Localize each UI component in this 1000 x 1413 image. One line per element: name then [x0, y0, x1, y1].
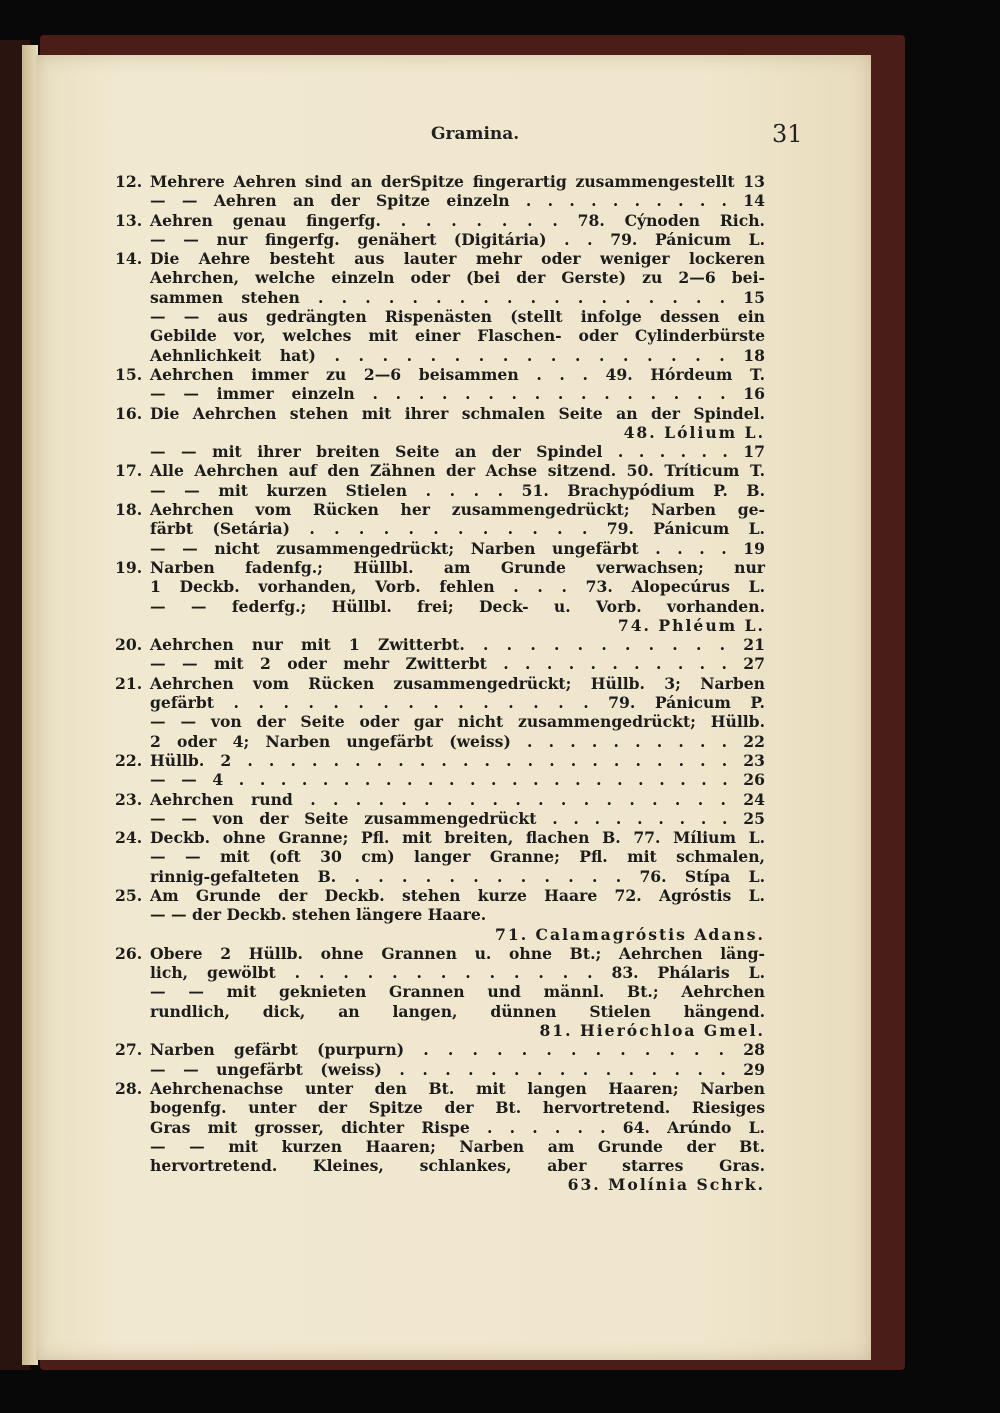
line-text: lich, gewölbt . . . . . . . . . . . . . 83. Phálaris L.: [150, 963, 765, 983]
page-number: 31: [772, 120, 803, 148]
couplet-number: 15.: [115, 364, 143, 384]
text-line: [115, 674, 765, 693]
line-text: Aehrchen vom Rücken her zusammengedrückt; Narben ge-: [150, 500, 765, 520]
line-text: Am Grunde der Deckb. stehen kurze Haare 72. Agróstis L.: [150, 885, 765, 905]
line-text: hervortretend. Kleines, schlankes, aber starres Gras.: [150, 1156, 765, 1176]
line-text: — — mit geknieten Grannen und männl. Bt.; Aehrchen: [150, 982, 765, 1002]
text-line: [115, 519, 765, 538]
line-text: Aehrchen rund . . . . . . . . . . . . . . . . . . . 24: [150, 789, 765, 809]
line-text: — — mit (oft 30 cm) langer Granne; Pfl. mit schmalen,: [150, 847, 765, 867]
line-text: — — mit ihrer breiten Seite an der Spindel . . . . . . 17: [150, 442, 765, 462]
text-line: [115, 346, 765, 365]
line-text: rinnig-gefalteten B. . . . . . . . . . . . . 76. Stípa L.: [150, 866, 765, 886]
text-line: [115, 963, 765, 982]
line-text: — — aus gedrängten Rispenästen (stellt infolge dessen ein: [150, 307, 765, 327]
line-text: 1 Deckb. vorhanden, Vorb. fehlen . . . 73. Alopecúrus L.: [150, 577, 765, 597]
text-line: [115, 191, 765, 210]
line-text: — — nur fingerfg. genähert (Digitária) . . 79. Pánicum L.: [150, 229, 765, 249]
couplet-number: 25.: [115, 885, 143, 905]
text-line: [115, 886, 765, 905]
genus-reference: 63. Molínia Schrk.: [567, 1175, 765, 1195]
text-line: [115, 577, 765, 596]
genus-reference: 74. Phléum L.: [617, 615, 765, 635]
couplet-number: 14.: [115, 249, 143, 269]
text-line: [115, 654, 765, 673]
couplet-number: 22.: [115, 750, 143, 770]
line-text: — — der Deckb. stehen längere Haare.: [150, 905, 487, 925]
line-text: Gras mit grosser, dichter Rispe . . . . . . 64. Arúndo L.: [150, 1117, 765, 1137]
line-text: färbt (Setária) . . . . . . . . . . . . 79. Pánicum L.: [150, 519, 765, 539]
couplet-number: 18.: [115, 500, 143, 520]
line-text: Aehrchenachse unter den Bt. mit langen Haaren; Narben: [150, 1078, 765, 1098]
text-line: [115, 790, 765, 809]
text-line: [115, 1060, 765, 1079]
text-line: [115, 1118, 765, 1137]
line-text: — — immer einzeln . . . . . . . . . . . . . . . . 16: [150, 384, 765, 404]
couplet-number: 17.: [115, 461, 143, 481]
text-line: [115, 712, 765, 731]
text-line: [115, 905, 765, 924]
text-line: [115, 268, 765, 287]
key-text: [115, 172, 765, 1195]
text-line: [115, 384, 765, 403]
couplet-number: 26.: [115, 943, 143, 963]
text-line: [115, 1175, 765, 1194]
text-line: [115, 500, 765, 519]
text-line: [115, 249, 765, 268]
genus-reference: 48. Lólium L.: [623, 422, 765, 442]
couplet-number: 28.: [115, 1078, 143, 1098]
line-text: Narben gefärbt (purpurn) . . . . . . . . . . . . . 28: [150, 1040, 765, 1060]
text-line: [115, 693, 765, 712]
text-line: [115, 635, 765, 654]
text-line: [115, 867, 765, 886]
couplet-number: 16.: [115, 403, 143, 423]
text-line: [115, 172, 765, 191]
line-text: Obere 2 Hüllb. ohne Grannen u. ohne Bt.; Aehrchen läng-: [150, 943, 765, 963]
line-text: — — mit kurzen Stielen . . . . 51. Brachypódium P. B.: [150, 480, 765, 500]
genus-reference: 71. Calamagróstis Adans.: [495, 924, 765, 944]
text-line: [115, 326, 765, 345]
text-line: [115, 404, 765, 423]
text-line: [115, 944, 765, 963]
text-line: [115, 597, 765, 616]
text-line: [115, 732, 765, 751]
line-text: Aehren genau fingerfg. . . . . . . . 78. Cýnoden Rich.: [150, 210, 765, 230]
text-line: [115, 1156, 765, 1175]
text-line: [115, 982, 765, 1001]
couplet-number: 21.: [115, 673, 143, 693]
text-line: [115, 442, 765, 461]
line-text: — — ungefärbt (weiss) . . . . . . . . . . . . . . . 29: [150, 1059, 765, 1079]
text-line: [115, 230, 765, 249]
line-text: — — von der Seite zusammengedrückt . . . . . . . . . 25: [150, 808, 765, 828]
line-text: — — federfg.; Hüllbl. frei; Deck- u. Vorb. vorhanden.: [150, 596, 765, 616]
line-text: gefärbt . . . . . . . . . . . . . . . 79. Pánicum P.: [150, 693, 765, 713]
couplet-number: 19.: [115, 557, 143, 577]
text-line: [115, 481, 765, 500]
line-text: Aehrchen, welche einzeln oder (bei der Gerste) zu 2—6 bei-: [150, 268, 765, 288]
line-text: Mehrere Aehren sind an derSpitze fingerartig zusammengestellt 13: [150, 172, 765, 191]
text-line: [115, 288, 765, 307]
text-line: [115, 539, 765, 558]
line-text: — — nicht zusammengedrückt; Narben ungefärbt . . . . 19: [150, 538, 765, 558]
couplet-number: 23.: [115, 789, 143, 809]
line-text: — — mit kurzen Haaren; Narben am Grunde der Bt.: [150, 1136, 765, 1156]
line-text: — — Aehren an der Spitze einzeln . . . . . . . . . . 14: [150, 191, 765, 211]
page-header: [36, 120, 871, 160]
text-line: [115, 1040, 765, 1059]
text-line: [115, 1021, 765, 1040]
text-line: [115, 461, 765, 480]
couplet-number: 24.: [115, 828, 143, 848]
couplet-number: 27.: [115, 1040, 143, 1060]
text-line: [115, 751, 765, 770]
text-line: [115, 365, 765, 384]
couplet-number: 13.: [115, 210, 143, 230]
text-line: [115, 1079, 765, 1098]
text-line: [115, 616, 765, 635]
line-text: sammen stehen . . . . . . . . . . . . . . . . . . 15: [150, 287, 765, 307]
line-text: — — mit 2 oder mehr Zwitterbt . . . . . . . . . . . 27: [150, 654, 765, 674]
line-text: Die Aehrchen stehen mit ihrer schmalen Seite an der Spindel.: [150, 403, 765, 423]
line-text: Hüllb. 2 . . . . . . . . . . . . . . . . . . . . . . . 23: [150, 750, 765, 770]
line-text: Alle Aehrchen auf den Zähnen der Achse sitzend. 50. Tríticum T.: [150, 461, 765, 481]
text-line: [115, 423, 765, 442]
genus-reference: 81. Hieróchloa Gmel.: [539, 1021, 765, 1041]
line-text: Gebilde vor, welches mit einer Flaschen- oder Cylinderbürste: [150, 326, 765, 346]
line-text: Aehnlichkeit hat) . . . . . . . . . . . . . . . . . 18: [150, 345, 765, 365]
text-line: [115, 828, 765, 847]
couplet-number: 12.: [115, 172, 143, 191]
line-text: rundlich, dick, an langen, dünnen Stielen hängend.: [150, 1001, 765, 1021]
line-text: Aehrchen immer zu 2—6 beisammen . . . 49. Hórdeum T.: [150, 364, 765, 384]
couplet-number: 20.: [115, 635, 143, 655]
line-text: Aehrchen vom Rücken zusammengedrückt; Hüllb. 3; Narben: [150, 673, 765, 693]
running-title: Gramina.: [431, 124, 520, 144]
text-line: [115, 1137, 765, 1156]
text-line: [115, 307, 765, 326]
line-text: Aehrchen nur mit 1 Zwitterbt. . . . . . . . . . . . 21: [150, 635, 765, 655]
text-line: [115, 809, 765, 828]
text-line: [115, 1098, 765, 1117]
line-text: — — von der Seite oder gar nicht zusammengedrückt; Hüllb.: [150, 712, 765, 732]
text-line: [115, 770, 765, 789]
line-text: bogenfg. unter der Spitze der Bt. hervortretend. Riesiges: [150, 1098, 765, 1118]
text-line: [115, 558, 765, 577]
text-line: [115, 847, 765, 866]
text-line: [115, 1002, 765, 1021]
text-line: [115, 211, 765, 230]
line-text: — — 4 . . . . . . . . . . . . . . . . . . . . . . . . 26: [150, 770, 765, 790]
line-text: Narben fadenfg.; Hüllbl. am Grunde verwachsen; nur: [150, 557, 765, 577]
line-text: Die Aehre besteht aus lauter mehr oder weniger lockeren: [150, 249, 765, 269]
line-text: Deckb. ohne Granne; Pfl. mit breiten, flachen B. 77. Mílium L.: [150, 828, 765, 848]
line-text: 2 oder 4; Narben ungefärbt (weiss) . . . . . . . . . . 22: [150, 731, 765, 751]
text-line: [115, 925, 765, 944]
